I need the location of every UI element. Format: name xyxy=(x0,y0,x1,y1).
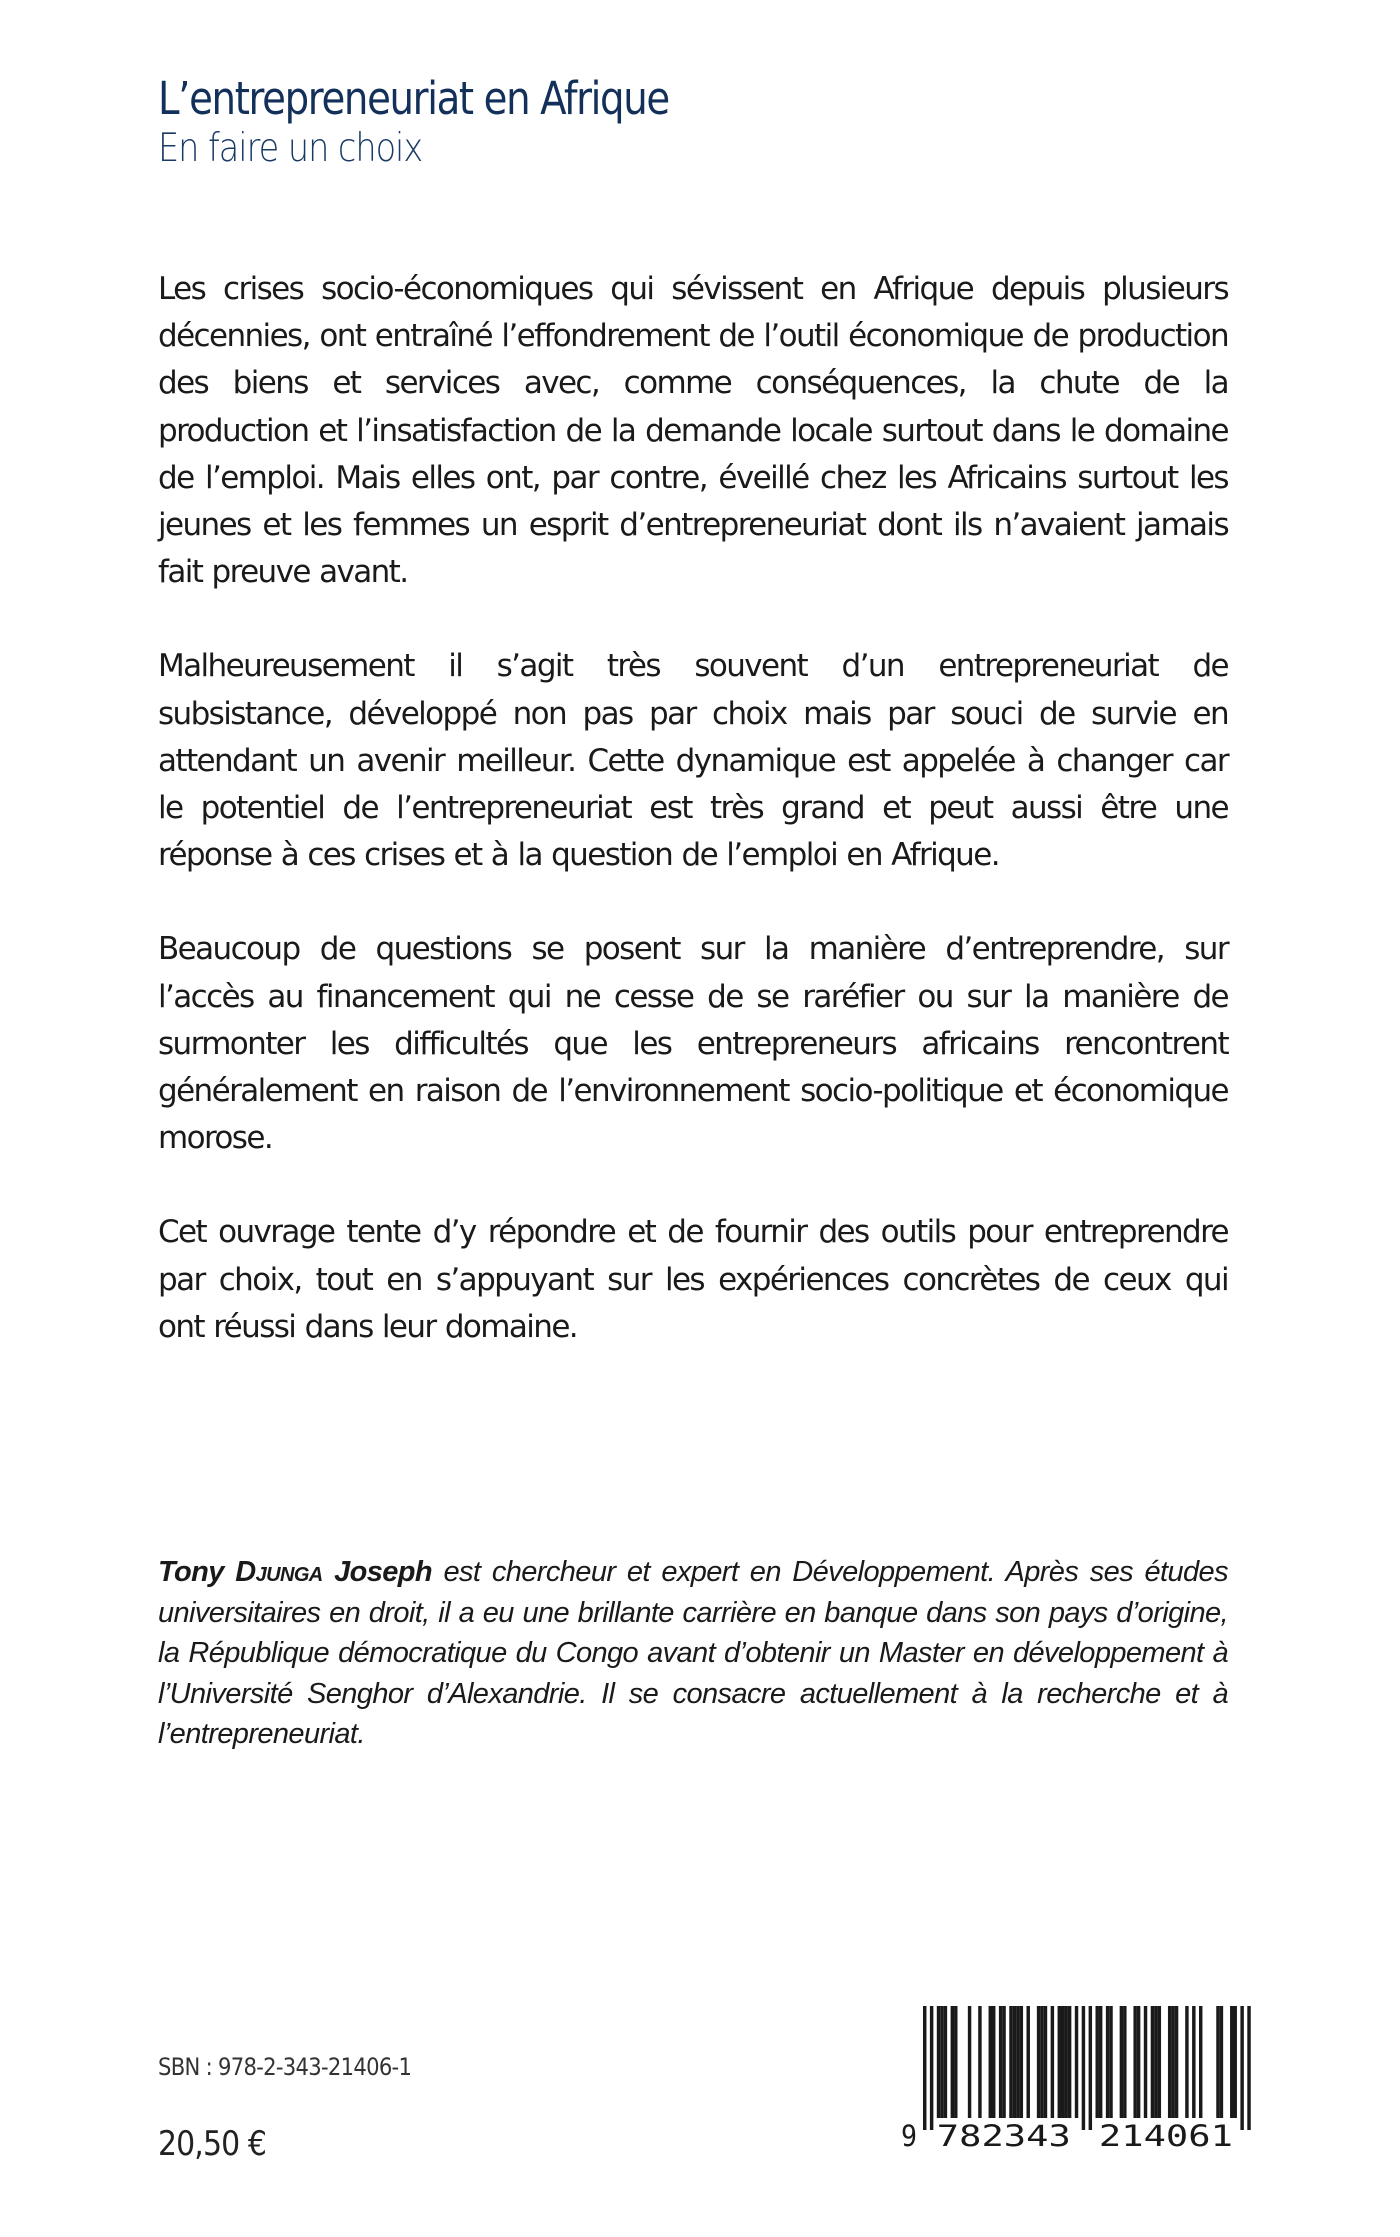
barcode-bar xyxy=(999,2006,1002,2118)
barcode-bar xyxy=(951,2006,954,2118)
barcode-bar xyxy=(1144,2006,1147,2118)
barcode-bar xyxy=(968,2006,971,2118)
summary-paragraph: Les crises socio-économiques qui sévissent en Afrique depuis plusieurs décennies, ont entraîné l’effondrement de l’outil économique de production des biens et services avec, comme conséquences, la chute de la production et l’insatisfaction de la demande locale surtout dans le domaine de l’emploi. Mais elles ont, par contre, éveillé chez les Africains surtout les jeunes et les femmes un esprit d’entrepreneuriat dont ils n’avaient jamais fait preuve avant. xyxy=(158,271,1228,591)
barcode-bar xyxy=(1230,2006,1233,2118)
barcode-bar xyxy=(1137,2006,1140,2118)
barcode-first-digit: 9 xyxy=(901,2119,917,2153)
barcode-bar xyxy=(1247,2006,1250,2130)
barcode-bar xyxy=(1106,2006,1109,2118)
barcode-bar xyxy=(1099,2006,1102,2118)
barcode-bar xyxy=(1096,2006,1099,2118)
summary-paragraph: Malheureusement il s’agit très souvent d’un entrepreneuriat de subsistance, développé non pas par choix mais par souci de survie en attendant un avenir meilleur. Cette dynamique est appelée à changer car le potentiel de l’entrepreneuriat est très grand et peut aussi être une réponse à ces crises et à la question de l’emploi en Afrique. xyxy=(158,648,1228,874)
barcode-bar xyxy=(923,2006,926,2130)
barcode-bar xyxy=(1158,2006,1161,2118)
barcode-bar xyxy=(1075,2006,1078,2118)
barcode-bar xyxy=(978,2006,981,2118)
barcode-bar xyxy=(1058,2006,1061,2118)
barcode-bar xyxy=(1133,2006,1136,2118)
barcode-bar xyxy=(954,2006,957,2118)
author-name xyxy=(158,1556,432,1588)
barcode-bar xyxy=(989,2006,992,2118)
barcode-bar xyxy=(1185,2006,1188,2118)
author-middle-name: Joseph xyxy=(334,1556,433,1588)
barcode-bar xyxy=(1016,2006,1019,2118)
barcode-bar xyxy=(1002,2006,1005,2118)
barcode-bar xyxy=(1240,2006,1243,2130)
barcode-bar xyxy=(1154,2006,1157,2118)
barcode-bar xyxy=(1220,2006,1223,2118)
barcode-bar xyxy=(1175,2006,1178,2118)
summary-paragraph: Cet ouvrage tente d’y répondre et de fournir des outils pour entreprendre par choix, tout en s’appuyant sur les expériences concrètes de ceux qui ont réussi dans leur domaine. xyxy=(158,1214,1228,1345)
book-title: L’entrepreneuriat en Afrique xyxy=(158,72,669,125)
barcode-bar xyxy=(937,2006,940,2118)
barcode-bar xyxy=(1013,2006,1016,2118)
author-first-name: Tony xyxy=(158,1556,224,1588)
barcode-bar xyxy=(1168,2006,1171,2118)
barcode-bar xyxy=(1089,2006,1092,2130)
barcode-bar xyxy=(1082,2006,1085,2130)
barcode-bar xyxy=(1109,2006,1112,2118)
barcode-bar xyxy=(1151,2006,1154,2118)
barcode-bar xyxy=(1064,2006,1067,2118)
barcode-bar xyxy=(1199,2006,1202,2118)
barcode-bar xyxy=(1192,2006,1195,2118)
barcode-bar xyxy=(1120,2006,1123,2118)
barcode-bar xyxy=(1037,2006,1040,2118)
barcode-bar xyxy=(940,2006,943,2118)
barcode-bar xyxy=(1044,2006,1047,2118)
barcode-left-digits: 782343 xyxy=(936,2119,1071,2153)
barcode-right-digits: 214061 xyxy=(1098,2119,1233,2153)
author-bio xyxy=(158,1552,1228,1755)
barcode-bar xyxy=(992,2006,995,2118)
barcode-bar xyxy=(930,2006,933,2130)
barcode xyxy=(897,2004,1257,2154)
barcode-bar xyxy=(1068,2006,1071,2118)
price-label: 20,50 € xyxy=(158,2124,267,2164)
barcode-bar xyxy=(944,2006,947,2118)
barcode-bar xyxy=(1040,2006,1043,2118)
barcode-bar xyxy=(1061,2006,1064,2118)
barcode-bar xyxy=(1009,2006,1012,2118)
title-block xyxy=(158,72,1158,172)
barcode-graphic xyxy=(897,2004,1257,2154)
summary-text xyxy=(158,266,1228,1398)
barcode-bar xyxy=(1123,2006,1126,2118)
author-bio-text: est chercheur et expert en Développement. Après ses études universitaires en droit, il a eu une brillante carrière en banque dans son pays d’origine, la République démocratique du Congo avant d’obtenir un Master en développement à l’Université Senghor d’Alexandrie. Il se consacre actuellement à la recherche et à l’entrepreneuriat. xyxy=(158,1556,1228,1750)
barcode-bar xyxy=(1234,2006,1237,2118)
isbn-label: SBN : 978-2-343-21406-1 xyxy=(158,2053,412,2081)
barcode-bar xyxy=(1171,2006,1174,2118)
barcode-bar xyxy=(1216,2006,1219,2118)
barcode-bar xyxy=(1027,2006,1030,2118)
author-last-name: Djunga xyxy=(235,1556,323,1588)
barcode-bar xyxy=(1051,2006,1054,2118)
barcode-bar xyxy=(1020,2006,1023,2118)
book-subtitle: En faire un choix xyxy=(158,126,423,171)
summary-paragraph: Beaucoup de questions se posent sur la manière d’entreprendre, sur l’accès au financement qui ne cesse de se raréfier ou sur la manière de surmonter les difficultés que les entrepreneurs africains rencontrent généralement en raison de l’environnement socio-politique et économique morose. xyxy=(158,931,1228,1157)
